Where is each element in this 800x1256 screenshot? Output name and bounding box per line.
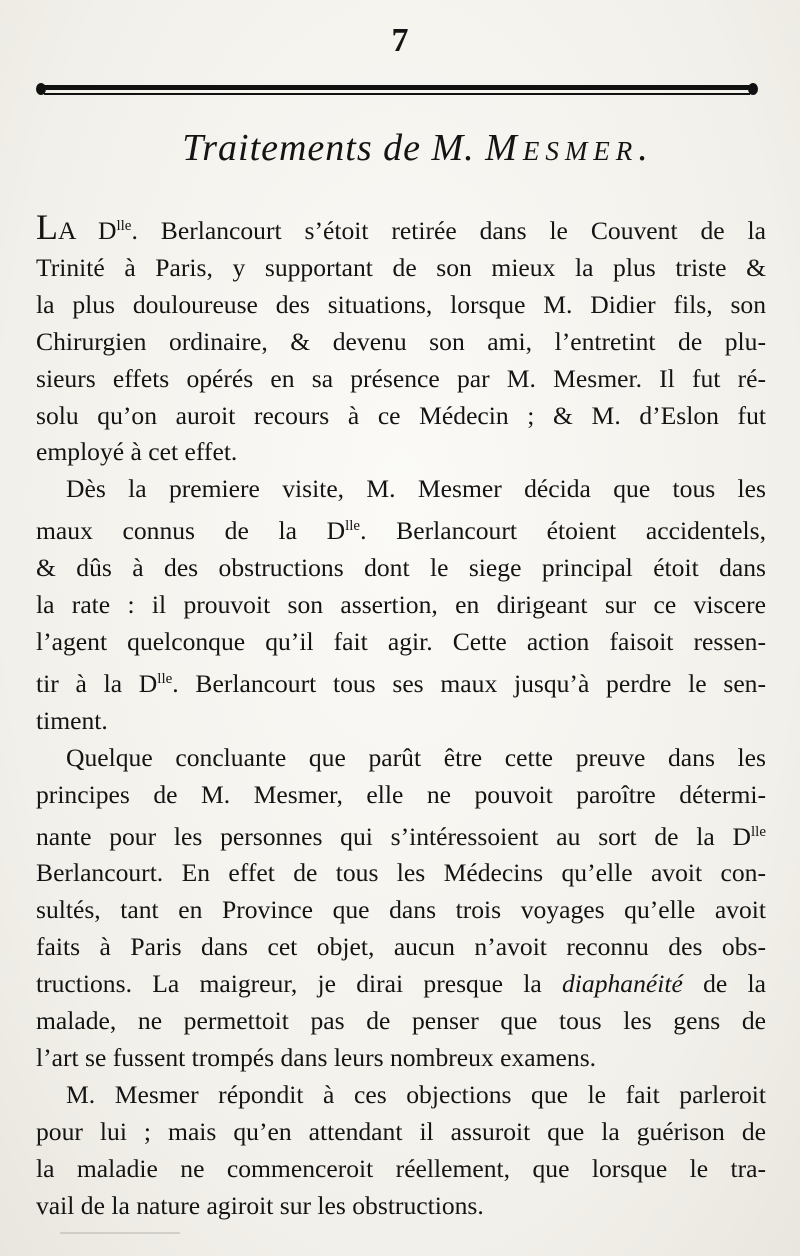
text-line	[36, 471, 766, 508]
paragraph	[36, 1077, 766, 1225]
text-run: . Berlancourt tous ses maux jusqu’à perdre le sen-	[172, 668, 766, 698]
text-line	[36, 740, 766, 777]
text-line	[36, 587, 766, 624]
text-run: malade, ne permettoit pas de penser que tous les gens de	[36, 1006, 766, 1036]
text-run: Dès la premiere visite, M. Mesmer décida que tous les	[66, 474, 766, 504]
text-run: la rate : il prouvoit son assertion, en dirigeant sur ce viscere	[36, 590, 766, 620]
text-line	[36, 508, 766, 550]
text-line	[36, 1188, 766, 1225]
text-run: . Berlancourt étoient accidentels,	[360, 516, 766, 546]
text-line	[36, 1040, 766, 1077]
paragraph	[36, 740, 766, 1077]
text-run: Trinité à Paris, y supportant de son mieux la plus triste &	[36, 252, 766, 282]
superscript: lle	[116, 218, 132, 234]
heading-name: Mesmer.	[485, 127, 654, 169]
text-line	[36, 855, 766, 892]
paper-smudge	[60, 1232, 180, 1234]
text-run: Quelque concluante que parût être cette preuve dans les	[66, 742, 766, 772]
text-run: . Berlancourt s’étoit retirée dans le Couvent de la	[131, 216, 767, 245]
superscript: lle	[157, 670, 173, 687]
text-line	[36, 892, 766, 929]
text-run: M. Mesmer répondit à ces objections que le fait parleroit	[66, 1079, 766, 1109]
text-line	[36, 361, 766, 398]
text-run: de la	[682, 969, 766, 999]
superscript: lle	[751, 823, 766, 840]
text-line	[36, 287, 766, 324]
superscript: lle	[345, 518, 361, 535]
text-run: nante pour les personnes qui s’intéressoient au sort de la D	[36, 821, 751, 851]
text-line	[36, 929, 766, 966]
text-line	[36, 1077, 766, 1114]
text-line	[36, 208, 766, 250]
text-run: pour lui ; mais qu’en attendant il assuroit que la guérison de	[36, 1116, 766, 1146]
text-line	[36, 814, 766, 856]
paragraph	[36, 208, 766, 471]
text-line	[36, 966, 766, 1003]
text-run: la maladie ne commenceroit réellement, que lorsque le tra-	[36, 1153, 766, 1183]
heading-prefix: Traitements de M.	[182, 127, 475, 169]
text-line	[36, 550, 766, 587]
text-line	[36, 624, 766, 661]
rule-thin-line	[44, 93, 750, 95]
text-run: faits à Paris dans cet objet, aucun n’avoit reconnu des obs-	[36, 932, 766, 962]
text-line	[36, 703, 766, 740]
italic-word: diaphanéité	[562, 969, 683, 999]
text-line	[36, 250, 766, 287]
text-run: timent.	[36, 705, 108, 735]
text-line	[36, 1003, 766, 1040]
rule-thick-line	[44, 85, 750, 90]
text-line	[36, 777, 766, 814]
text-run: A D	[58, 216, 117, 245]
text-line	[36, 324, 766, 361]
ornamental-rule	[36, 82, 758, 98]
text-line	[36, 661, 766, 703]
text-line	[36, 434, 766, 471]
page-number: 7	[391, 22, 409, 59]
text-line	[36, 398, 766, 435]
text-run: la plus douloureuse des situations, lorsque M. Didier fils, son	[36, 289, 766, 319]
text-run: l’agent quelconque qu’il fait agir. Cette action faisoit ressen-	[36, 626, 766, 656]
initial-letter: L	[36, 207, 58, 247]
text-run: Chirurgien ordinaire, & devenu son ami, l’entretint de plu-	[36, 326, 766, 356]
text-run: employé à cet effet.	[36, 437, 238, 467]
text-run: tructions. La maigreur, je dirai presque la	[36, 969, 562, 999]
text-run: l’art se fussent trompés dans leurs nombreux examens.	[36, 1042, 597, 1072]
body-text	[36, 208, 766, 1224]
text-run: solu qu’on auroit recours à ce Médecin ; & M. d’Eslon fut	[36, 400, 766, 430]
paragraph	[36, 471, 766, 739]
text-run: maux connus de la D	[36, 516, 346, 546]
text-run: sieurs effets opérés en sa présence par M. Mesmer. Il fut ré-	[36, 363, 766, 393]
text-run: & dûs à des obstructions dont le siege principal étoit dans	[36, 553, 766, 583]
text-run: Berlancourt. En effet de tous les Médecins qu’elle avoit con-	[36, 858, 766, 888]
text-line	[36, 1151, 766, 1188]
rule-end-right	[748, 83, 758, 95]
text-run: vail de la nature agiroit sur les obstructions.	[36, 1190, 484, 1220]
text-run: sultés, tant en Province que dans trois voyages qu’elle avoit	[36, 895, 766, 925]
section-heading	[18, 126, 800, 170]
text-run: tir à la D	[36, 668, 158, 698]
text-line	[36, 1114, 766, 1151]
text-run: principes de M. Mesmer, elle ne pouvoit paroître détermi-	[36, 779, 766, 809]
